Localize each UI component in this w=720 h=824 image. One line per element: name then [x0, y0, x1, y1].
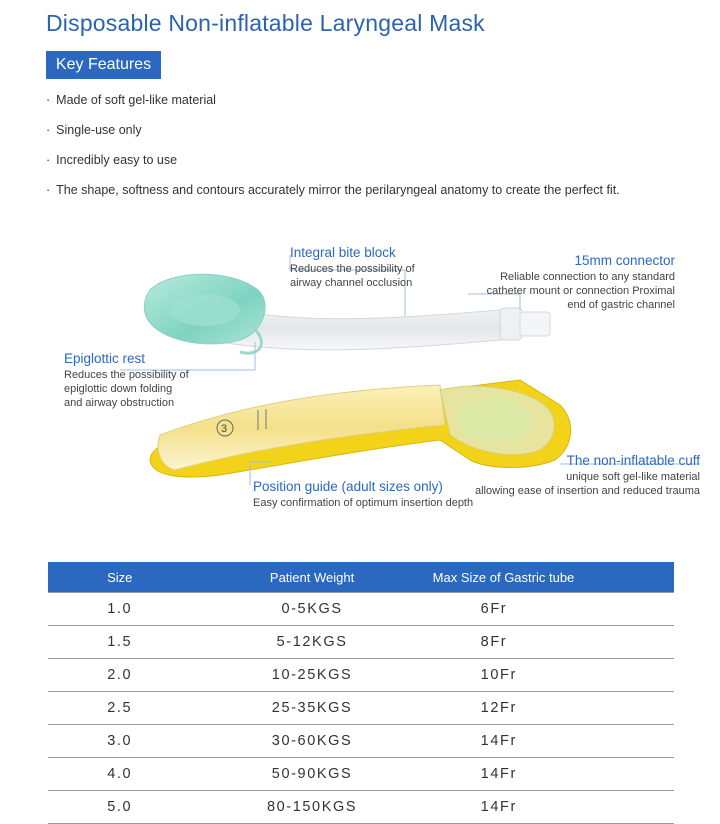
table-row: 1.5 5-12KGS 8Fr [48, 626, 674, 659]
size-marking: 3 [221, 423, 228, 435]
table-row: 3.0 30-60KGS 14Fr [48, 725, 674, 758]
header-size: Size [107, 569, 133, 585]
callout-epiglottic-rest: Epiglottic rest Reduces the possibility of epiglottic down folding and airway obstruction [64, 351, 189, 409]
product-figure [0, 230, 720, 530]
callout-position-guide: Position guide (adult sizes only) Easy confirmation of optimum insertion depth [253, 479, 474, 509]
header-gastric-tube: Max Size of Gastric tube [432, 569, 575, 585]
table-row: 5.0 80-150KGS 14Fr [48, 791, 674, 824]
callout-bite-block: Integral bite block Reduces the possibility of airway channel occlusion [290, 245, 415, 289]
feature-item: · The shape, softness and contours accurately mirror the perilaryngeal anatomy to create the perfect fit. [46, 183, 620, 197]
header-patient-weight: Patient Weight [269, 569, 355, 585]
feature-list [46, 93, 620, 213]
callout-connector: 15mm connector Reliable connection to any standard catheter mount or connection Proximal end of gastric channel [486, 253, 675, 311]
table-header-row [48, 562, 674, 593]
table-row: 2.5 25-35KGS 12Fr [48, 692, 674, 725]
size-table [48, 562, 674, 824]
feature-item: · Single-use only [46, 123, 142, 137]
feature-item: · Incredibly easy to use [46, 153, 178, 167]
callout-cuff: The non-inflatable cuff unique soft gel-like material allowing ease of insertion and reduced trauma [474, 453, 700, 497]
feature-item: · Made of soft gel-like material [46, 93, 216, 107]
key-features-badge: Key Features [46, 51, 161, 79]
page-title: Disposable Non-inflatable Laryngeal Mask [46, 10, 485, 36]
table-row: 4.0 50-90KGS 14Fr [48, 758, 674, 791]
table-row: 1.0 0-5KGS 6Fr [48, 593, 674, 626]
table-row: 2.0 10-25KGS 10Fr [48, 659, 674, 692]
